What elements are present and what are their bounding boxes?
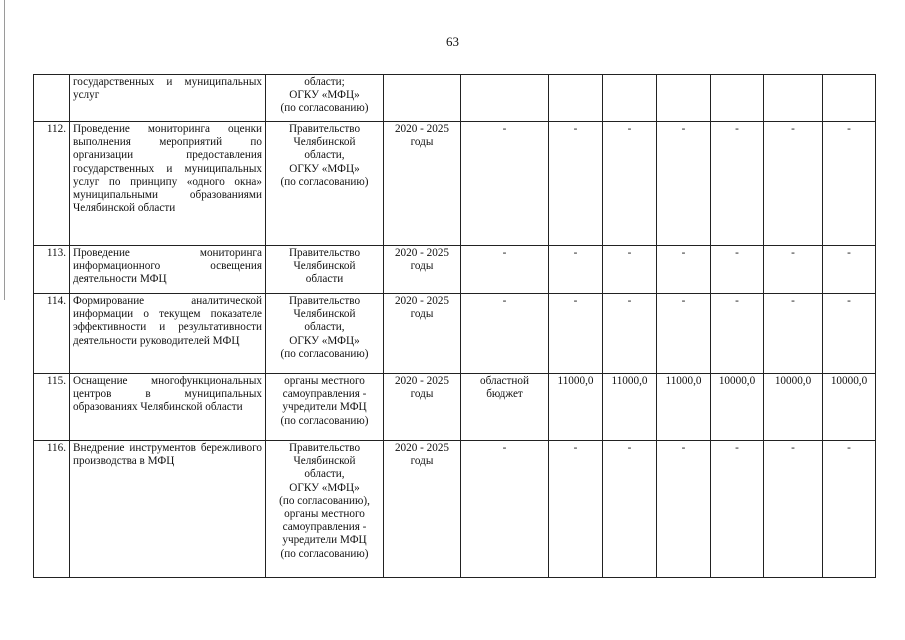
funding-value: 11000,0 (657, 374, 711, 441)
funding-source: - (461, 294, 549, 374)
funding-value: - (657, 246, 711, 294)
funding-value (657, 75, 711, 122)
row-number: 114. (34, 294, 70, 374)
funding-value (823, 75, 876, 122)
executor: Правительство Челябинской области, ОГКУ «МФЦ» (по согласованию) (266, 294, 384, 374)
implementation-period (384, 75, 461, 122)
funding-value: 10000,0 (711, 374, 764, 441)
funding-value (711, 75, 764, 122)
funding-value: - (549, 246, 603, 294)
page-number: 63 (446, 34, 459, 49)
funding-source: - (461, 122, 549, 246)
funding-value (764, 75, 823, 122)
funding-value: - (549, 294, 603, 374)
funding-value: - (764, 122, 823, 246)
funding-value: 11000,0 (549, 374, 603, 441)
funding-value: - (823, 294, 876, 374)
table-row (34, 441, 876, 578)
funding-value: - (657, 441, 711, 578)
row-number: 116. (34, 441, 70, 578)
funding-value: - (764, 294, 823, 374)
funding-value: - (603, 122, 657, 246)
implementation-period: 2020 - 2025 годы (384, 294, 461, 374)
funding-value: - (823, 246, 876, 294)
executor: органы местного самоуправления - учредители МФЦ (по согласованию) (266, 374, 384, 441)
funding-value (549, 75, 603, 122)
funding-source: - (461, 246, 549, 294)
executor: Правительство Челябинской области (266, 246, 384, 294)
funding-value: - (764, 441, 823, 578)
funding-value: - (657, 122, 711, 246)
measure-name: Проведение мониторинга информационного освещения деятельности МФЦ (70, 246, 266, 294)
funding-value: - (549, 122, 603, 246)
funding-value: - (603, 246, 657, 294)
executor: Правительство Челябинской области, ОГКУ «МФЦ» (по согласованию) (266, 122, 384, 246)
row-number: 113. (34, 246, 70, 294)
funding-value: - (711, 122, 764, 246)
row-number: 115. (34, 374, 70, 441)
implementation-period: 2020 - 2025 годы (384, 122, 461, 246)
funding-value: - (549, 441, 603, 578)
measure-name: Внедрение инструментов бережливого производства в МФЦ (70, 441, 266, 578)
table-row (34, 246, 876, 294)
implementation-period: 2020 - 2025 годы (384, 374, 461, 441)
measures-table (33, 74, 876, 578)
table-row (34, 122, 876, 246)
table-row (34, 294, 876, 374)
table-row (34, 374, 876, 441)
executor: Правительство Челябинской области, ОГКУ «МФЦ» (по согласованию), органы местного самоуправления - учредители МФЦ (по согласованию) (266, 441, 384, 578)
measure-name: государственных и муниципальных услуг (70, 75, 266, 122)
funding-value: - (823, 441, 876, 578)
funding-value: - (603, 294, 657, 374)
funding-value: - (711, 294, 764, 374)
funding-value: - (711, 441, 764, 578)
measure-name: Проведение мониторинга оценки выполнения мероприятий по организации предоставления государственных и муниципальных услуг по принципу «одного окна» муниципальными образованиями Челябинской области (70, 122, 266, 246)
table-row (34, 75, 876, 122)
funding-value: 11000,0 (603, 374, 657, 441)
executor: области; ОГКУ «МФЦ» (по согласованию) (266, 75, 384, 122)
funding-value: 10000,0 (823, 374, 876, 441)
implementation-period: 2020 - 2025 годы (384, 246, 461, 294)
funding-value: - (711, 246, 764, 294)
funding-value: - (657, 294, 711, 374)
funding-value: 10000,0 (764, 374, 823, 441)
funding-value: - (823, 122, 876, 246)
funding-value: - (603, 441, 657, 578)
implementation-period: 2020 - 2025 годы (384, 441, 461, 578)
funding-value (603, 75, 657, 122)
row-number (34, 75, 70, 122)
funding-source (461, 75, 549, 122)
funding-source: - (461, 441, 549, 578)
table-body (34, 75, 876, 578)
row-number: 112. (34, 122, 70, 246)
measure-name: Формирование аналитической информации о текущем показателе эффективности и результативности деятельности руководителей МФЦ (70, 294, 266, 374)
funding-value: - (764, 246, 823, 294)
measure-name: Оснащение многофункциональных центров в муниципальных образованиях Челябинской области (70, 374, 266, 441)
funding-source: областной бюджет (461, 374, 549, 441)
